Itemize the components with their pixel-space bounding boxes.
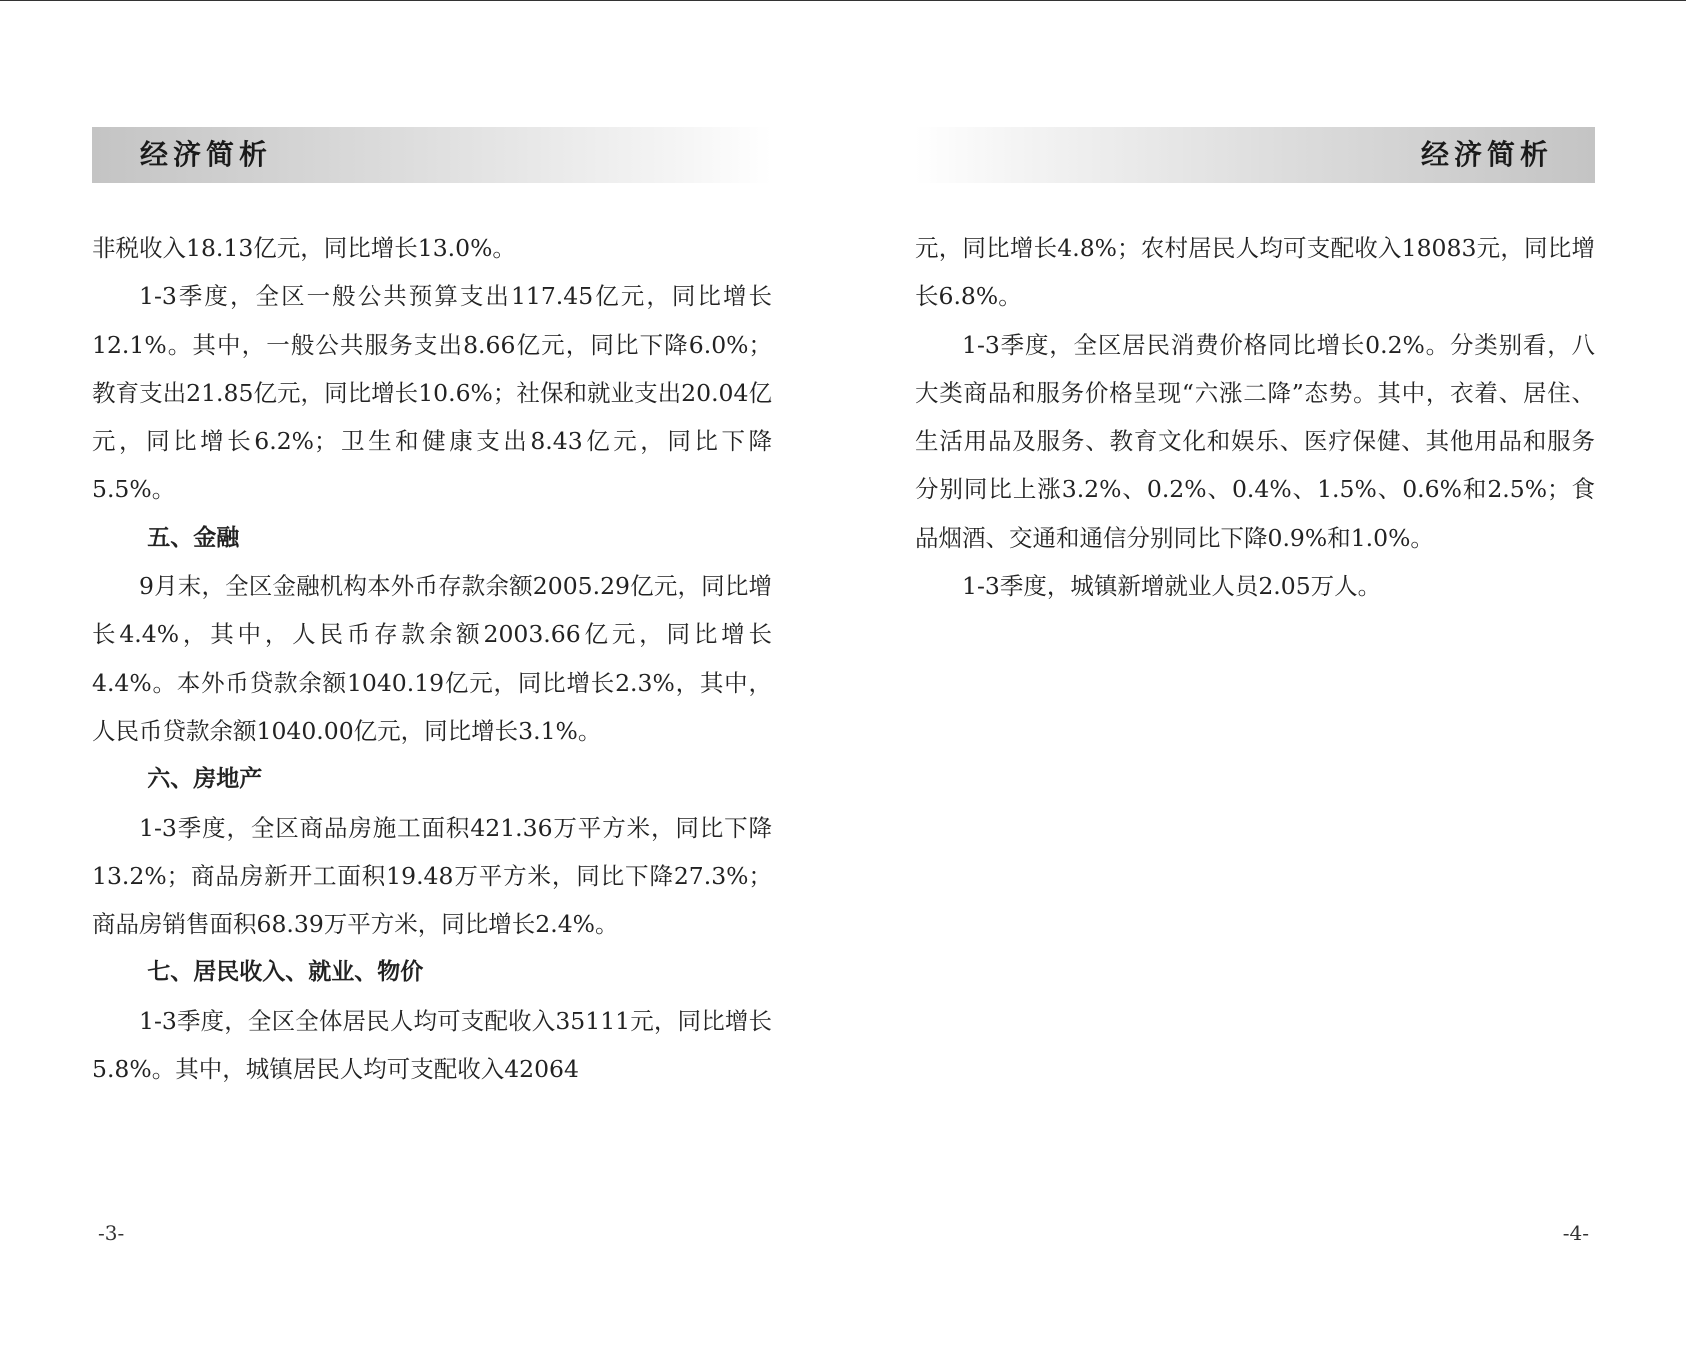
right-header-title: 经济简析 xyxy=(1420,138,1553,171)
heading-real-estate: 六、房地产 xyxy=(147,766,263,793)
paragraph-real-estate: 1-3季度，全区商品房施工面积421.36万平方米，同比下降13.2%；商品房新开工面积19.48万平方米，同比下降27.3%；商品房销售面积68.39万平方米，同比增长2.4%。 xyxy=(92,813,772,939)
heading-income-employment-prices: 七、居民收入、就业、物价 xyxy=(147,959,424,986)
left-page xyxy=(92,0,772,1353)
left-page-number: -3- xyxy=(98,1221,125,1245)
heading-finance: 五、金融 xyxy=(147,524,240,551)
left-header-title: 经济简析 xyxy=(140,138,273,171)
paragraph-income-continued: 元，同比增长4.8%；农村居民人均可支配收入18083元，同比增长6.8%。 xyxy=(915,234,1595,311)
right-page-number: -4- xyxy=(1562,1221,1589,1245)
right-body-text xyxy=(915,224,1595,610)
paragraph-resident-income: 1-3季度，全区全体居民人均可支配收入35111元，同比增长5.8%。其中，城镇居民人均可支配收入42064 xyxy=(92,1006,772,1084)
left-header-bar xyxy=(92,127,772,183)
right-header-bar xyxy=(915,127,1595,183)
paragraph-nontax-revenue: 非税收入18.13亿元，同比增长13.0%。 xyxy=(92,234,516,262)
left-body-text xyxy=(92,224,772,1093)
right-page xyxy=(915,0,1595,1353)
paragraph-employment: 1-3季度，城镇新增就业人员2.05万人。 xyxy=(962,572,1382,601)
paragraph-public-expenditure: 1-3季度，全区一般公共预算支出117.45亿元，同比增长12.1%。其中，一般公共服务支出8.66亿元，同比下降6.0%；教育支出21.85亿元，同比增长10.6%；社保和就业支出20.04亿元，同比增长6.2%；卫生和健康支出8.43亿元，同比下降5.5%。 xyxy=(92,282,772,504)
paragraph-finance: 9月末，全区金融机构本外币存款余额2005.29亿元，同比增长4.4%，其中，人民币存款余额2003.66亿元，同比增长4.4%。本外币贷款余额1040.19亿元，同比增长2.3%，其中，人民币贷款余额1040.00亿元，同比增长3.1%。 xyxy=(92,572,772,745)
paragraph-consumer-prices: 1-3季度，全区居民消费价格同比增长0.2%。分类别看，八大类商品和服务价格呈现“六涨二降”态势。其中，衣着、居住、生活用品及服务、教育文化和娱乐、医疗保健、其他用品和服务分别同比上涨3.2%、0.2%、0.4%、1.5%、0.6%和2.5%；食品烟酒、交通和通信分别同比下降0.9%和1.0%。 xyxy=(915,330,1595,552)
